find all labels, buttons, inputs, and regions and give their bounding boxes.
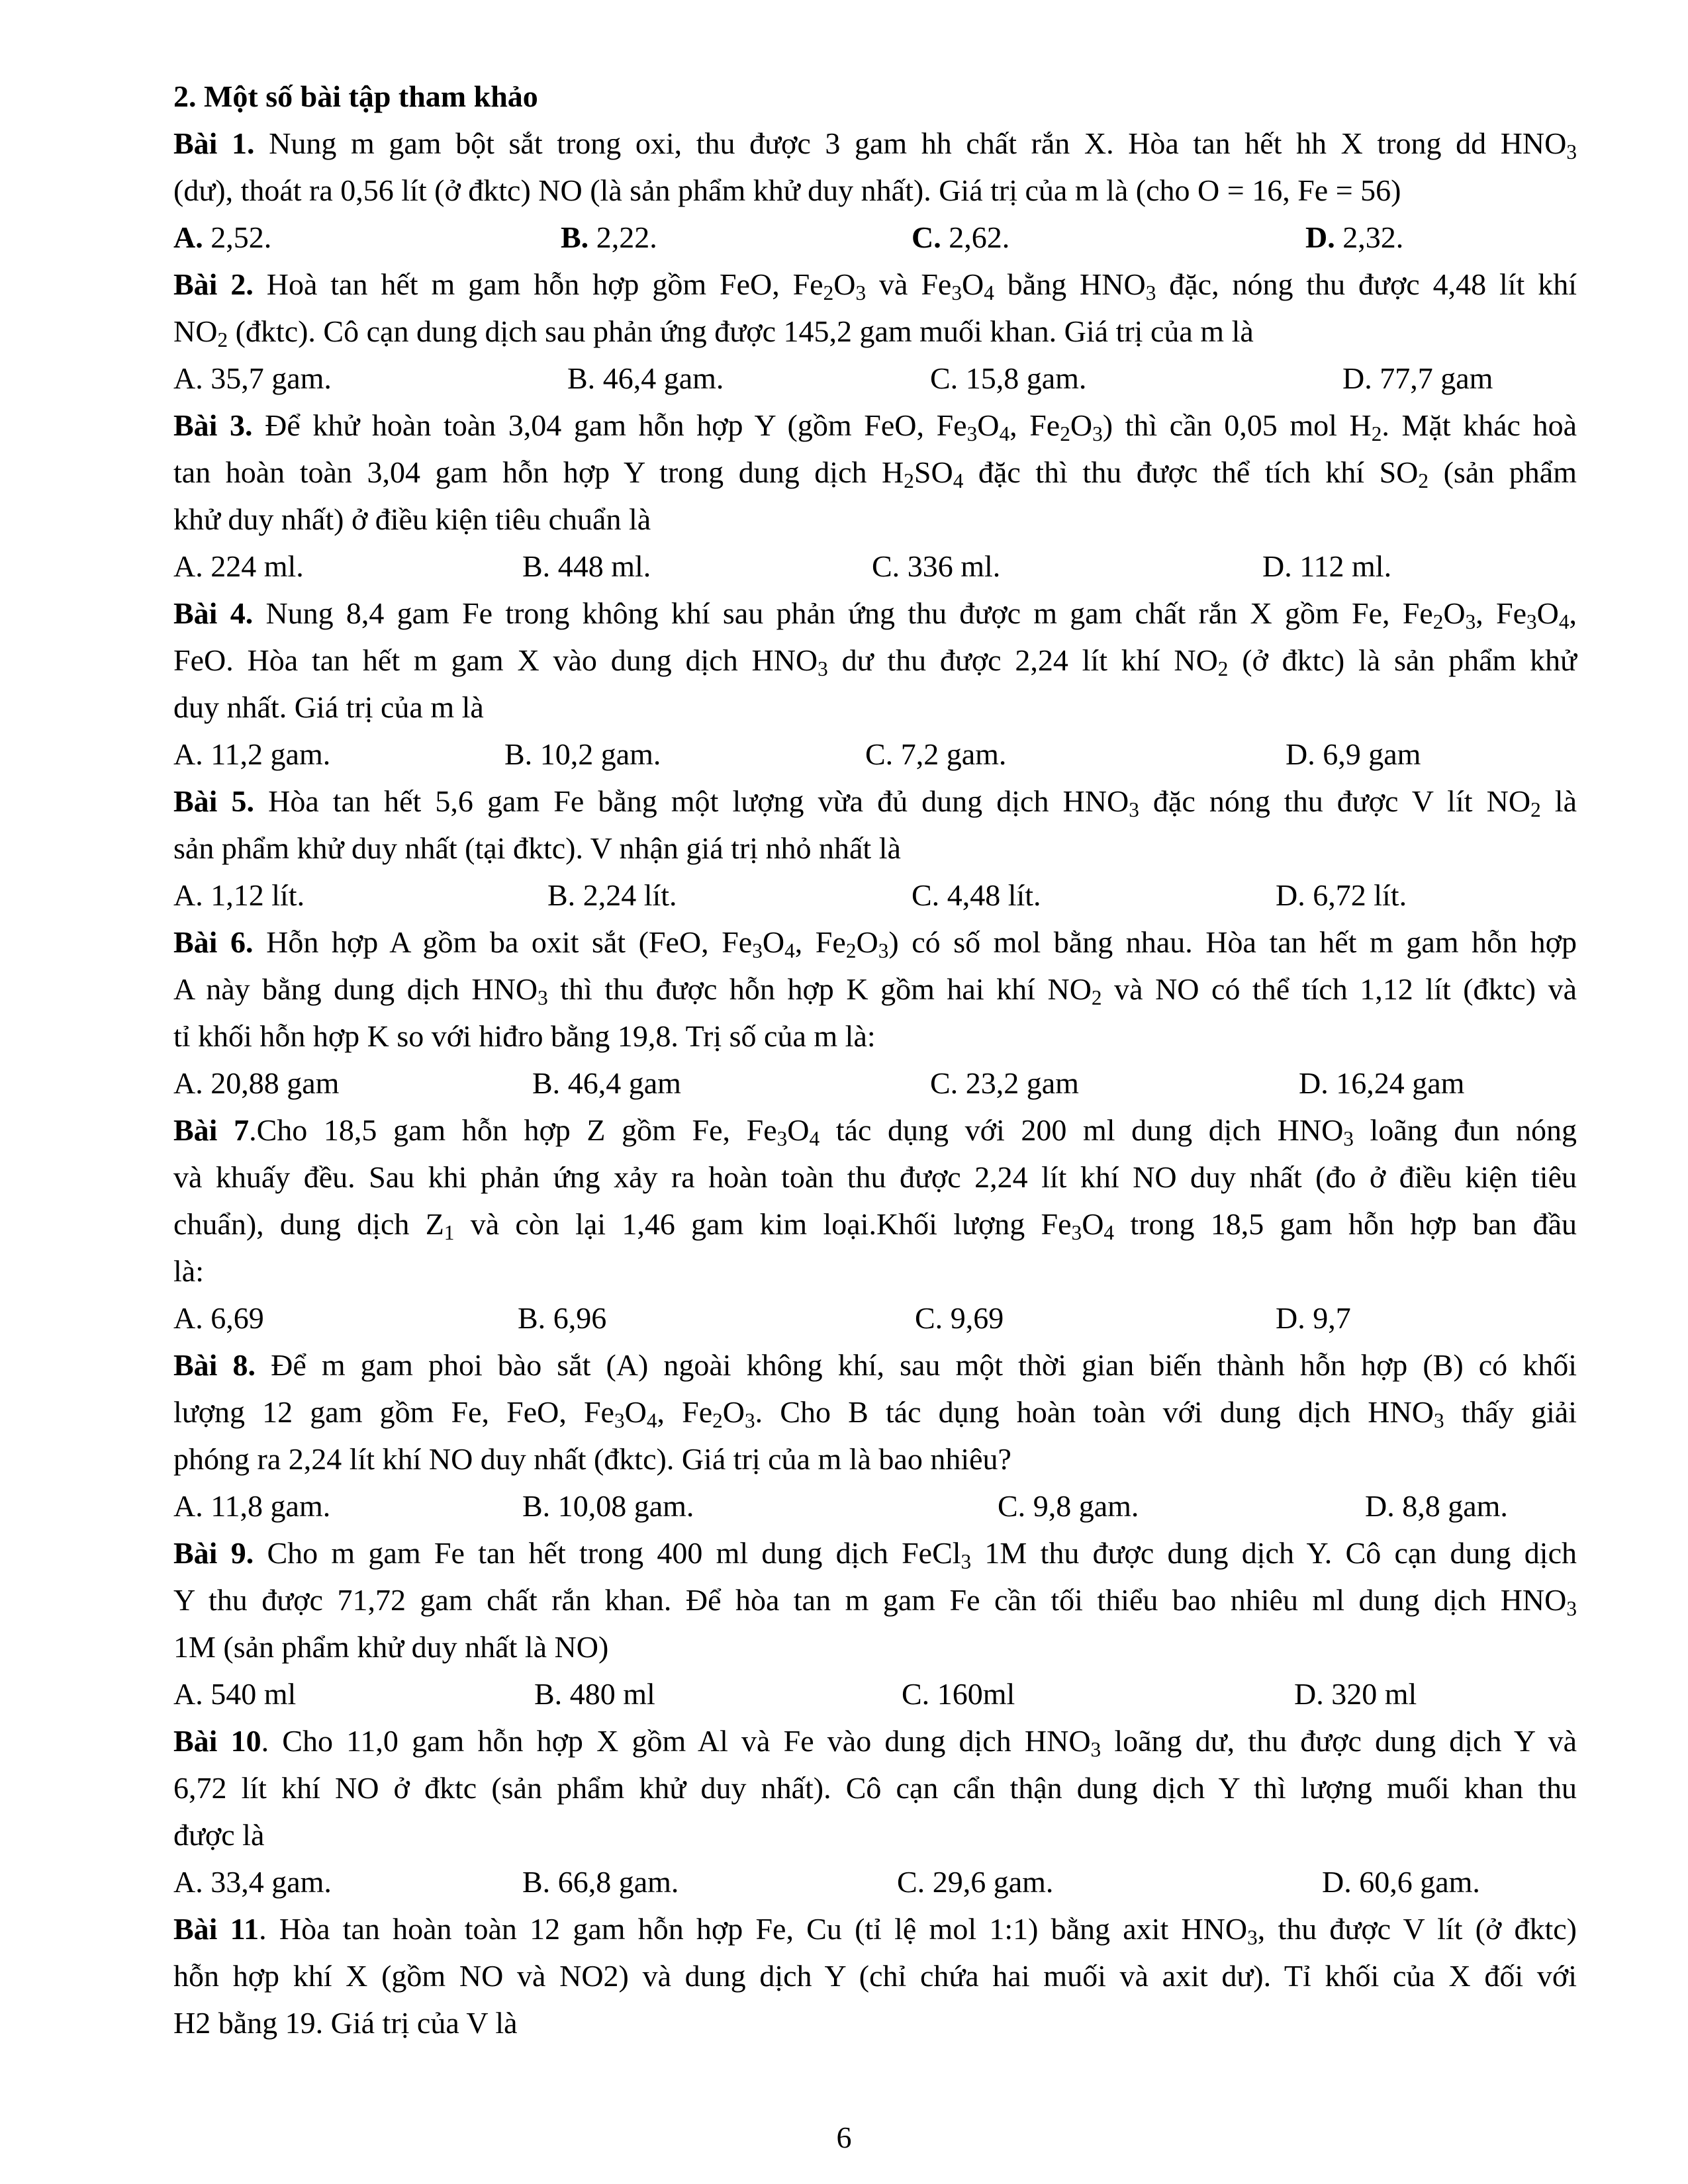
option-text: 11,8 gam. — [203, 1489, 331, 1523]
option-text: 2,24 lít. — [575, 878, 677, 912]
problem-statement-line: FeO. Hòa tan hết m gam X vào dung dịch $HNO_3$ dư thu được 2,24 lít khí $NO_2$ (ở đktc) là sản phẩm khử — [173, 643, 1577, 680]
problem-block — [173, 1717, 1577, 1905]
option-letter: B. — [567, 361, 596, 395]
option-text: 8,8 gam. — [1394, 1489, 1508, 1523]
option-letter: D. — [1294, 1677, 1324, 1711]
option-text: 20,88 gam — [203, 1066, 340, 1100]
option-letter: D. — [1276, 1301, 1305, 1335]
problem-statement-line: hỗn hợp khí X (gồm NO và NO2) và dung dịch Y (chỉ chứa hai muối và axit dư). Tỉ khối của X đối với — [173, 1959, 1577, 1993]
answer-option-b — [522, 1482, 694, 1529]
answer-option-c — [930, 355, 1086, 402]
option-letter: A. — [173, 1066, 203, 1100]
problem-statement: Bài 5. Hòa tan hết 5,6 gam Fe bằng một lượng vừa đủ dung dịch $HNO_3$ đặc nóng thu được V lít $NO_2$ là — [173, 784, 1577, 821]
problem-statement-line: duy nhất. Giá trị của m là — [173, 690, 484, 724]
answer-option-b — [547, 872, 677, 919]
subscript: 3 — [961, 1549, 972, 1573]
option-letter: B. — [522, 1489, 551, 1523]
option-text: 11,2 gam. — [203, 737, 331, 771]
problem-statement: Bài 2. Hoà tan hết m gam hỗn hợp gồm FeO, $Fe_2O_3$ và $Fe_3O_4$ bằng $HNO_3$ đặc, nóng thu được 4,48 lít khí — [173, 267, 1577, 304]
subscript: 2 — [1371, 422, 1382, 445]
subscript: 2 — [845, 938, 857, 962]
answer-option-d — [1262, 543, 1391, 590]
option-letter: A. — [173, 1489, 203, 1523]
answer-option-a — [173, 214, 271, 261]
subscript: 3 — [951, 281, 962, 304]
subscript: 2 — [712, 1408, 723, 1432]
option-text: 320 ml — [1323, 1677, 1417, 1711]
answer-option-a — [173, 731, 330, 778]
problem-statement-line: chuẩn), dung dịch $Z_1$ và còn lại 1,46 gam kim loại.Khối lượng $Fe_3O_4$ trong 18,5 gam hỗn hợp ban đầu — [173, 1207, 1577, 1244]
subscript: 2 — [217, 328, 228, 351]
answer-option-d — [1294, 1670, 1417, 1717]
option-letter: C. — [897, 1865, 925, 1899]
option-letter: C. — [915, 1301, 943, 1335]
answer-options — [173, 1060, 1577, 1107]
option-text: 33,4 gam. — [203, 1865, 332, 1899]
option-text: 4,48 lít. — [939, 878, 1041, 912]
problem-statement-line: H2 bằng 19. Giá trị của V là — [173, 2006, 518, 2040]
answer-option-d — [1322, 1858, 1480, 1905]
answer-option-a — [173, 1295, 264, 1342]
option-text: 112 ml. — [1291, 549, 1392, 583]
option-text: 6,69 — [203, 1301, 264, 1335]
subscript: 3 — [1433, 1408, 1444, 1432]
subscript: 3 — [752, 938, 763, 962]
option-letter: B. — [534, 1677, 563, 1711]
option-letter: C. — [872, 549, 900, 583]
answer-option-c — [897, 1858, 1053, 1905]
option-text: 29,6 gam. — [925, 1865, 1054, 1899]
problem-label: Bài 3. — [173, 408, 253, 442]
subscript: 3 — [878, 938, 889, 962]
answer-option-a — [173, 543, 304, 590]
problem-list — [173, 120, 1577, 2046]
problem-statement-line: $NO_2$ (đktc). Cô cạn dung dịch sau phản ứng được 145,2 gam muối khan. Giá trị của m là — [173, 314, 1254, 351]
problem-statement-line: 6,72 lít khí NO ở đktc (sản phẩm khử duy nhất). Cô cạn cẩn thận dung dịch Y thì lượng muối khan thu — [173, 1771, 1577, 1805]
option-letter: D. — [1299, 1066, 1329, 1100]
problem-block — [173, 919, 1577, 1107]
subscript: 2 — [1091, 985, 1102, 1009]
problem-label: Bài 7 — [173, 1113, 250, 1147]
answer-option-b — [522, 543, 651, 590]
problem-block — [173, 120, 1577, 261]
option-letter: B. — [522, 1865, 551, 1899]
option-text: 448 ml. — [550, 549, 651, 583]
option-text: 224 ml. — [203, 549, 304, 583]
option-letter: B. — [532, 1066, 561, 1100]
problem-statement-line: A này bằng dung dịch $HNO_3$ thì thu được hỗn hợp K gồm hai khí $NO_2$ và NO có thể tích 1,12 lít (đktc) và — [173, 972, 1577, 1009]
subscript: 3 — [855, 281, 867, 304]
answer-option-b — [522, 1858, 679, 1905]
subscript: 3 — [818, 657, 828, 680]
option-letter: C. — [930, 361, 959, 395]
answer-option-c — [912, 872, 1041, 919]
option-letter: B. — [504, 737, 533, 771]
option-text: 160ml — [929, 1677, 1015, 1711]
option-text: 9,69 — [943, 1301, 1004, 1335]
option-text: 9,7 — [1305, 1301, 1351, 1335]
answer-options — [173, 1858, 1577, 1905]
problem-statement: Bài 8. Để m gam phoi bào sắt (A) ngoài không khí, sau một thời gian biến thành hỗn hợp (B) có khối — [173, 1348, 1577, 1382]
option-letter: D. — [1276, 878, 1305, 912]
answer-option-a — [173, 1060, 339, 1107]
problem-statement-line: (dư), thoát ra 0,56 lít (ở đktc) NO (là sản phẩm khử duy nhất). Giá trị của m là (cho O = 16, Fe = 56) — [173, 173, 1401, 207]
problem-block — [173, 778, 1577, 919]
option-letter: B. — [522, 549, 551, 583]
option-text: 15,8 gam. — [958, 361, 1087, 395]
problem-block — [173, 1342, 1577, 1529]
answer-option-a — [173, 1858, 332, 1905]
problem-statement: Bài 10. Cho 11,0 gam hỗn hợp X gồm Al và Fe vào dung dịch $HNO_3$ loãng dư, thu được dung dịch Y và — [173, 1724, 1577, 1761]
option-letter: A. — [173, 361, 203, 395]
option-letter: C. — [902, 1677, 930, 1711]
subscript: 2 — [1217, 657, 1229, 680]
answer-option-c — [930, 1060, 1079, 1107]
answer-option-d — [1365, 1482, 1508, 1529]
option-text: 66,8 gam. — [550, 1865, 679, 1899]
answer-option-b — [504, 731, 661, 778]
subscript: 3 — [1465, 610, 1476, 633]
problem-statement-line: 1M (sản phẩm khử duy nhất là NO) — [173, 1630, 609, 1664]
option-letter: A. — [173, 878, 203, 912]
answer-option-b — [532, 1060, 681, 1107]
option-letter: A. — [173, 220, 203, 254]
option-letter: D. — [1322, 1865, 1352, 1899]
answer-option-a — [173, 355, 332, 402]
answer-option-c — [998, 1482, 1139, 1529]
problem-statement-line: được là — [173, 1818, 265, 1852]
option-letter: D. — [1365, 1489, 1395, 1523]
answer-option-c — [865, 731, 1006, 778]
option-text: 77,7 gam — [1372, 361, 1493, 395]
option-letter: B. — [518, 1301, 546, 1335]
answer-option-d — [1276, 872, 1407, 919]
problem-statement-line: tỉ khối hỗn hợp K so với hiđro bằng 19,8. Trị số của m là: — [173, 1019, 876, 1053]
answer-option-c — [912, 214, 1009, 261]
answer-options — [173, 1295, 1577, 1342]
answer-option-b — [561, 214, 657, 261]
subscript: 4 — [1558, 610, 1570, 633]
subscript: 3 — [1145, 281, 1156, 304]
answer-option-d — [1342, 355, 1493, 402]
option-text: 60,6 gam. — [1351, 1865, 1480, 1899]
answer-option-a — [173, 1670, 296, 1717]
problem-label: Bài 6. — [173, 925, 254, 959]
option-letter: B. — [561, 220, 589, 254]
document-page — [173, 73, 1577, 2046]
option-letter: C. — [912, 878, 940, 912]
answer-option-b — [567, 355, 724, 402]
problem-statement-line: Y thu được 71,72 gam chất rắn khan. Để hòa tan m gam Fe cần tối thiểu bao nhiêu ml dung dịch $HNO_3$ — [173, 1583, 1577, 1620]
option-text: 336 ml. — [900, 549, 1001, 583]
problem-statement-line: và khuấy đều. Sau khi phản ứng xảy ra hoàn toàn thu được 2,24 lít khí NO duy nhất (đo ở điều kiện tiêu — [173, 1160, 1577, 1194]
answer-option-c — [915, 1295, 1004, 1342]
problem-block — [173, 1529, 1577, 1717]
subscript: 3 — [538, 985, 548, 1009]
option-text: 1,12 lít. — [203, 878, 305, 912]
problem-label: Bài 10 — [173, 1724, 261, 1758]
problem-block — [173, 590, 1577, 778]
answer-option-b — [534, 1670, 655, 1717]
subscript: 4 — [1103, 1220, 1115, 1244]
subscript: 2 — [1060, 422, 1070, 445]
option-letter: D. — [1342, 361, 1372, 395]
option-text: 23,2 gam — [958, 1066, 1079, 1100]
problem-statement-line: tan hoàn toàn 3,04 gam hỗn hợp Y trong dung dịch $H_2SO_4$ đặc thì thu được thể tích khí $SO_2$ (sản phẩm — [173, 455, 1577, 492]
problem-statement-line: phóng ra 2,24 lít khí NO duy nhất (đktc). Giá trị của m là bao nhiêu? — [173, 1442, 1011, 1476]
answer-option-c — [902, 1670, 1015, 1717]
subscript: 3 — [1092, 422, 1103, 445]
option-text: 10,08 gam. — [550, 1489, 694, 1523]
option-letter: A. — [173, 737, 203, 771]
option-text: 46,4 gam — [560, 1066, 681, 1100]
option-text: 540 ml — [203, 1677, 297, 1711]
answer-option-d — [1305, 214, 1403, 261]
page-number: 6 — [836, 2120, 852, 2154]
subscript: 2 — [1530, 797, 1541, 821]
subscript: 2 — [823, 281, 834, 304]
subscript: 4 — [953, 469, 964, 492]
subscript: 3 — [1090, 1737, 1102, 1761]
option-text: 9,8 gam. — [1025, 1489, 1139, 1523]
problem-label: Bài 11 — [173, 1912, 259, 1946]
problem-label: Bài 8. — [173, 1348, 256, 1382]
option-letter: A. — [173, 1677, 203, 1711]
problem-statement: Bài 9. Cho m gam Fe tan hết trong 400 ml dung dịch FeCl$_3$ 1M thu được dung dịch Y. Cô cạn dung dịch — [173, 1536, 1577, 1573]
option-text: 35,7 gam. — [203, 361, 332, 395]
option-letter: D. — [1286, 737, 1315, 771]
option-letter: C. — [865, 737, 894, 771]
option-text: 2,62. — [941, 220, 1010, 254]
subscript: 3 — [745, 1408, 755, 1432]
option-letter: D. — [1305, 220, 1335, 254]
problem-statement: Bài 4. Nung 8,4 gam Fe trong không khí sau phản ứng thu được m gam chất rắn X gồm Fe, $Fe_2O_3$, $Fe_3O_4$, — [173, 596, 1577, 633]
subscript: 2 — [1432, 610, 1444, 633]
problem-block — [173, 402, 1577, 590]
problem-label: Bài 1. — [173, 126, 255, 160]
option-text: 480 ml — [562, 1677, 655, 1711]
subscript: 3 — [1247, 1925, 1258, 1949]
option-letter: A. — [173, 1865, 203, 1899]
answer-option-a — [173, 1482, 330, 1529]
problem-statement: Bài 3. Để khử hoàn toàn 3,04 gam hỗn hợp Y (gồm FeO, $Fe_3O_4$, $Fe_2O_3$) thì cần 0,05 mol $H_2$. Mặt khác hoà — [173, 408, 1577, 445]
answer-option-a — [173, 872, 305, 919]
option-letter: C. — [912, 220, 941, 254]
subscript: 3 — [776, 1126, 788, 1150]
option-text: 6,72 lít. — [1305, 878, 1407, 912]
subscript: 4 — [784, 938, 795, 962]
answer-options — [173, 355, 1577, 402]
option-letter: C. — [930, 1066, 959, 1100]
option-text: 6,96 — [545, 1301, 607, 1335]
answer-options — [173, 214, 1577, 261]
option-text: 46,4 gam. — [595, 361, 724, 395]
subscript: 4 — [646, 1408, 657, 1432]
answer-option-d — [1276, 1295, 1351, 1342]
problem-statement-line: khử duy nhất) ở điều kiện tiêu chuẩn là — [173, 502, 651, 536]
subscript: 3 — [1566, 1596, 1577, 1620]
option-text: 10,2 gam. — [532, 737, 661, 771]
answer-option-d — [1299, 1060, 1464, 1107]
option-text: 16,24 gam — [1328, 1066, 1465, 1100]
option-text: 6,9 gam — [1315, 737, 1421, 771]
option-text: 2,52. — [203, 220, 272, 254]
problem-label: Bài 4. — [173, 596, 254, 630]
problem-statement-line: là: — [173, 1254, 204, 1288]
answer-options — [173, 872, 1577, 919]
subscript: 2 — [1418, 469, 1429, 492]
option-text: 2,22. — [588, 220, 657, 254]
problem-statement-line: sản phẩm khử duy nhất (tại đktc). V nhận giá trị nhỏ nhất là — [173, 831, 901, 865]
subscript: 4 — [984, 281, 994, 304]
subscript: 1 — [444, 1220, 455, 1244]
subscript: 3 — [1071, 1220, 1082, 1244]
answer-options — [173, 543, 1577, 590]
answer-option-d — [1286, 731, 1421, 778]
answer-option-c — [872, 543, 1000, 590]
subscript: 3 — [1566, 140, 1577, 163]
problem-block — [173, 1107, 1577, 1342]
subscript: 4 — [809, 1126, 820, 1150]
subscript: 2 — [904, 469, 914, 492]
problem-statement: Bài 6. Hỗn hợp A gồm ba oxit sắt (FeO, $Fe_3O_4$, $Fe_2O_3$) có số mol bằng nhau. Hòa tan hết m gam hỗn hợp — [173, 925, 1577, 962]
answer-options — [173, 731, 1577, 778]
section-heading: 2. Một số bài tập tham khảo — [173, 79, 538, 113]
option-text: 2,32. — [1335, 220, 1404, 254]
answer-options — [173, 1670, 1577, 1717]
option-letter: D. — [1262, 549, 1292, 583]
answer-options — [173, 1482, 1577, 1529]
subscript: 3 — [614, 1408, 625, 1432]
option-letter: B. — [547, 878, 576, 912]
problem-statement: Bài 7.Cho 18,5 gam hỗn hợp Z gồm Fe, $Fe_3O_4$ tác dụng với 200 ml dung dịch $HNO_3$ loãng đun nóng — [173, 1113, 1577, 1150]
subscript: 3 — [1343, 1126, 1354, 1150]
answer-option-b — [518, 1295, 606, 1342]
problem-label: Bài 2. — [173, 267, 254, 301]
problem-label: Bài 9. — [173, 1536, 254, 1570]
option-text: 7,2 gam. — [893, 737, 1007, 771]
problem-block — [173, 261, 1577, 402]
subscript: 3 — [966, 422, 978, 445]
option-letter: C. — [998, 1489, 1026, 1523]
subscript: 3 — [1129, 797, 1139, 821]
option-letter: A. — [173, 549, 203, 583]
problem-block — [173, 1905, 1577, 2046]
problem-statement: Bài 1. Nung m gam bột sắt trong oxi, thu được 3 gam hh chất rắn X. Hòa tan hết hh X trong dd $HNO_3$ — [173, 126, 1577, 163]
problem-statement: Bài 11. Hòa tan hoàn toàn 12 gam hỗn hợp Fe, Cu (tỉ lệ mol 1:1) bằng axit $HNO_3$, thu được V lít (ở đktc) — [173, 1912, 1577, 1949]
option-letter: A. — [173, 1301, 203, 1335]
problem-label: Bài 5. — [173, 784, 255, 818]
problem-statement-line: lượng 12 gam gồm Fe, FeO, $Fe_3O_4$, $Fe_2O_3$. Cho B tác dụng hoàn toàn với dung dịch $HNO_3$ thấy giải — [173, 1395, 1577, 1432]
subscript: 4 — [999, 422, 1010, 445]
subscript: 3 — [1526, 610, 1537, 633]
